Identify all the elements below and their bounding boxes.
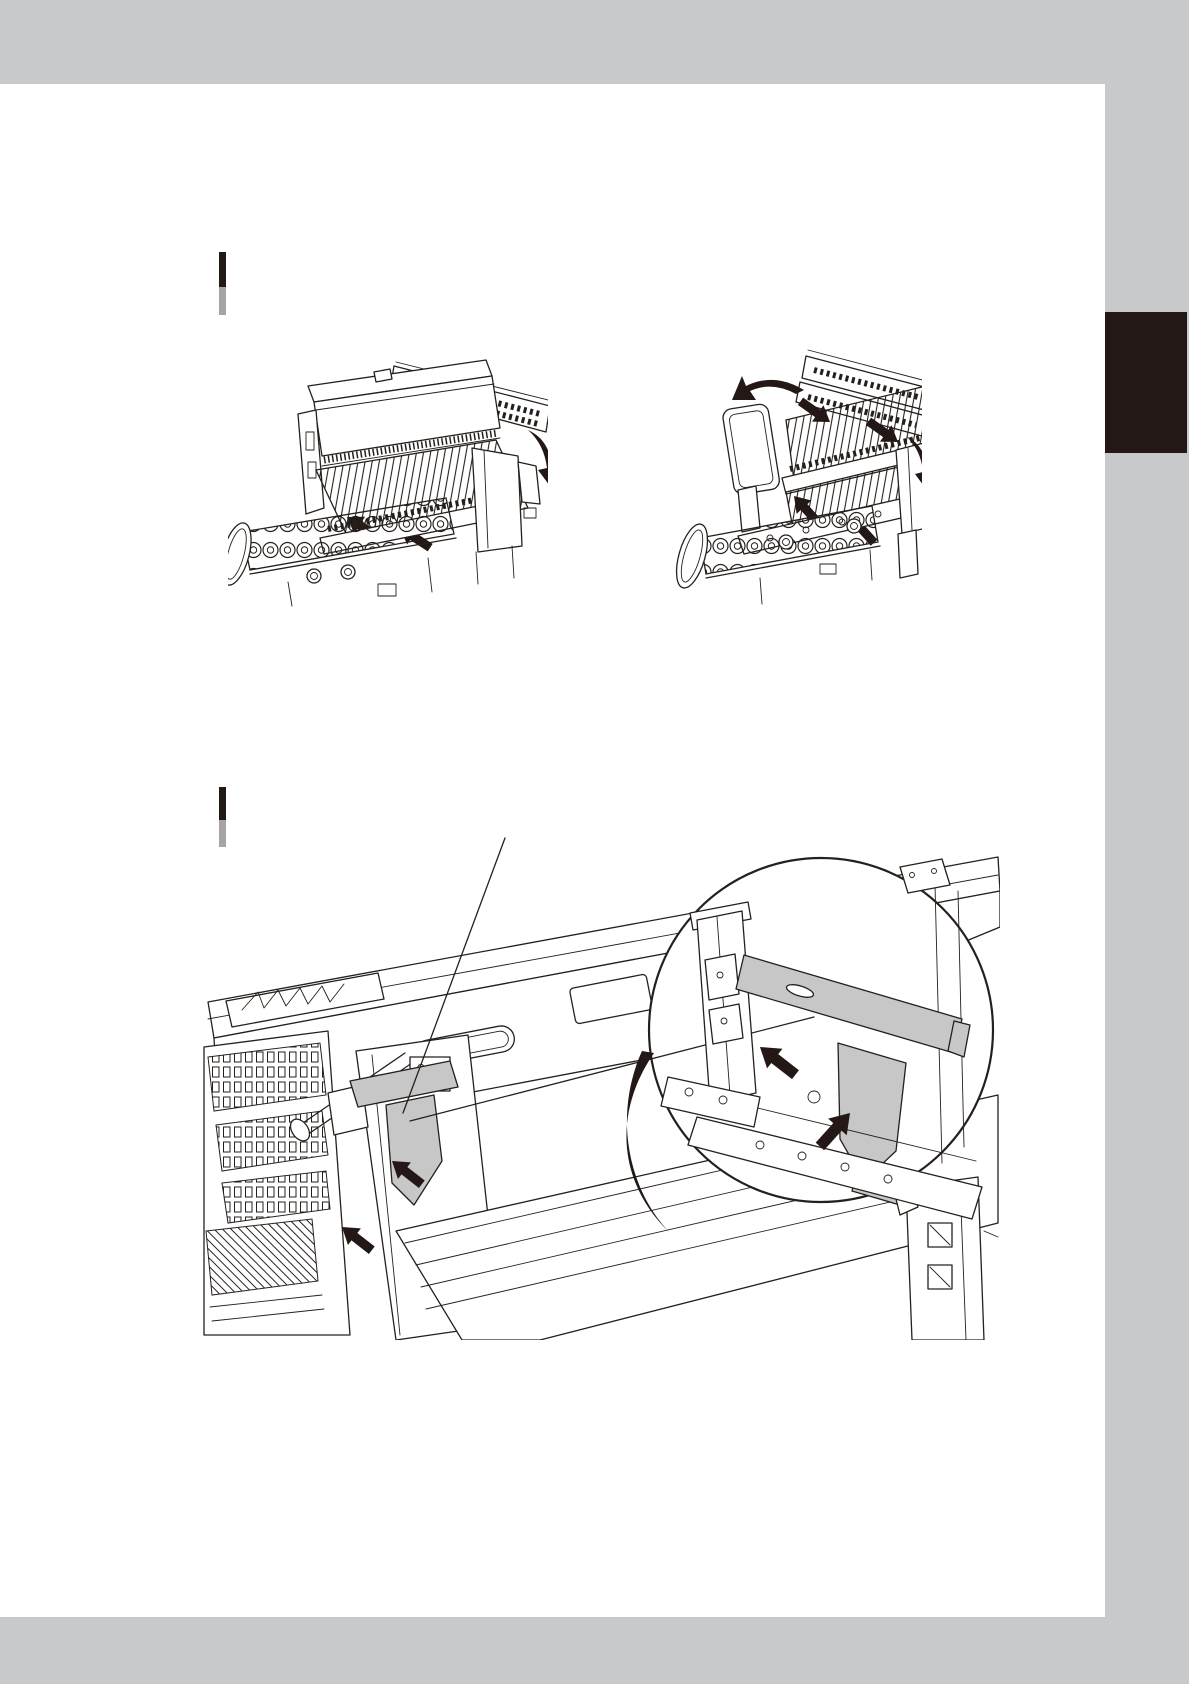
feeder-right-plate xyxy=(896,442,922,534)
feeder-closed-drawing xyxy=(228,332,548,608)
curved-arrow-icon xyxy=(732,376,804,400)
figure-feeder-cover-closed xyxy=(228,332,548,608)
section-marker-1-dark-bar xyxy=(219,252,226,287)
machine-detail-drawing xyxy=(200,795,1000,1340)
feeder-cover-closed-part xyxy=(308,360,500,456)
feeder-right-body xyxy=(472,448,540,552)
page-bottom-margin-band xyxy=(0,1617,1189,1684)
section-marker-1 xyxy=(219,252,226,315)
feeder-cover-open-part xyxy=(722,403,781,495)
chapter-edge-tab xyxy=(1105,312,1187,453)
feeder-open-drawing xyxy=(610,328,922,606)
feeder-cover-hinge xyxy=(738,486,760,532)
page-top-margin-band xyxy=(0,0,1189,84)
feeder-roller-band xyxy=(670,506,880,591)
section-marker-1-gray-bar xyxy=(219,287,226,315)
figure-feeder-cover-open xyxy=(610,328,922,606)
machine-feeder-tower xyxy=(204,1031,350,1335)
figure-machine-bracket-detail xyxy=(200,795,1000,1340)
